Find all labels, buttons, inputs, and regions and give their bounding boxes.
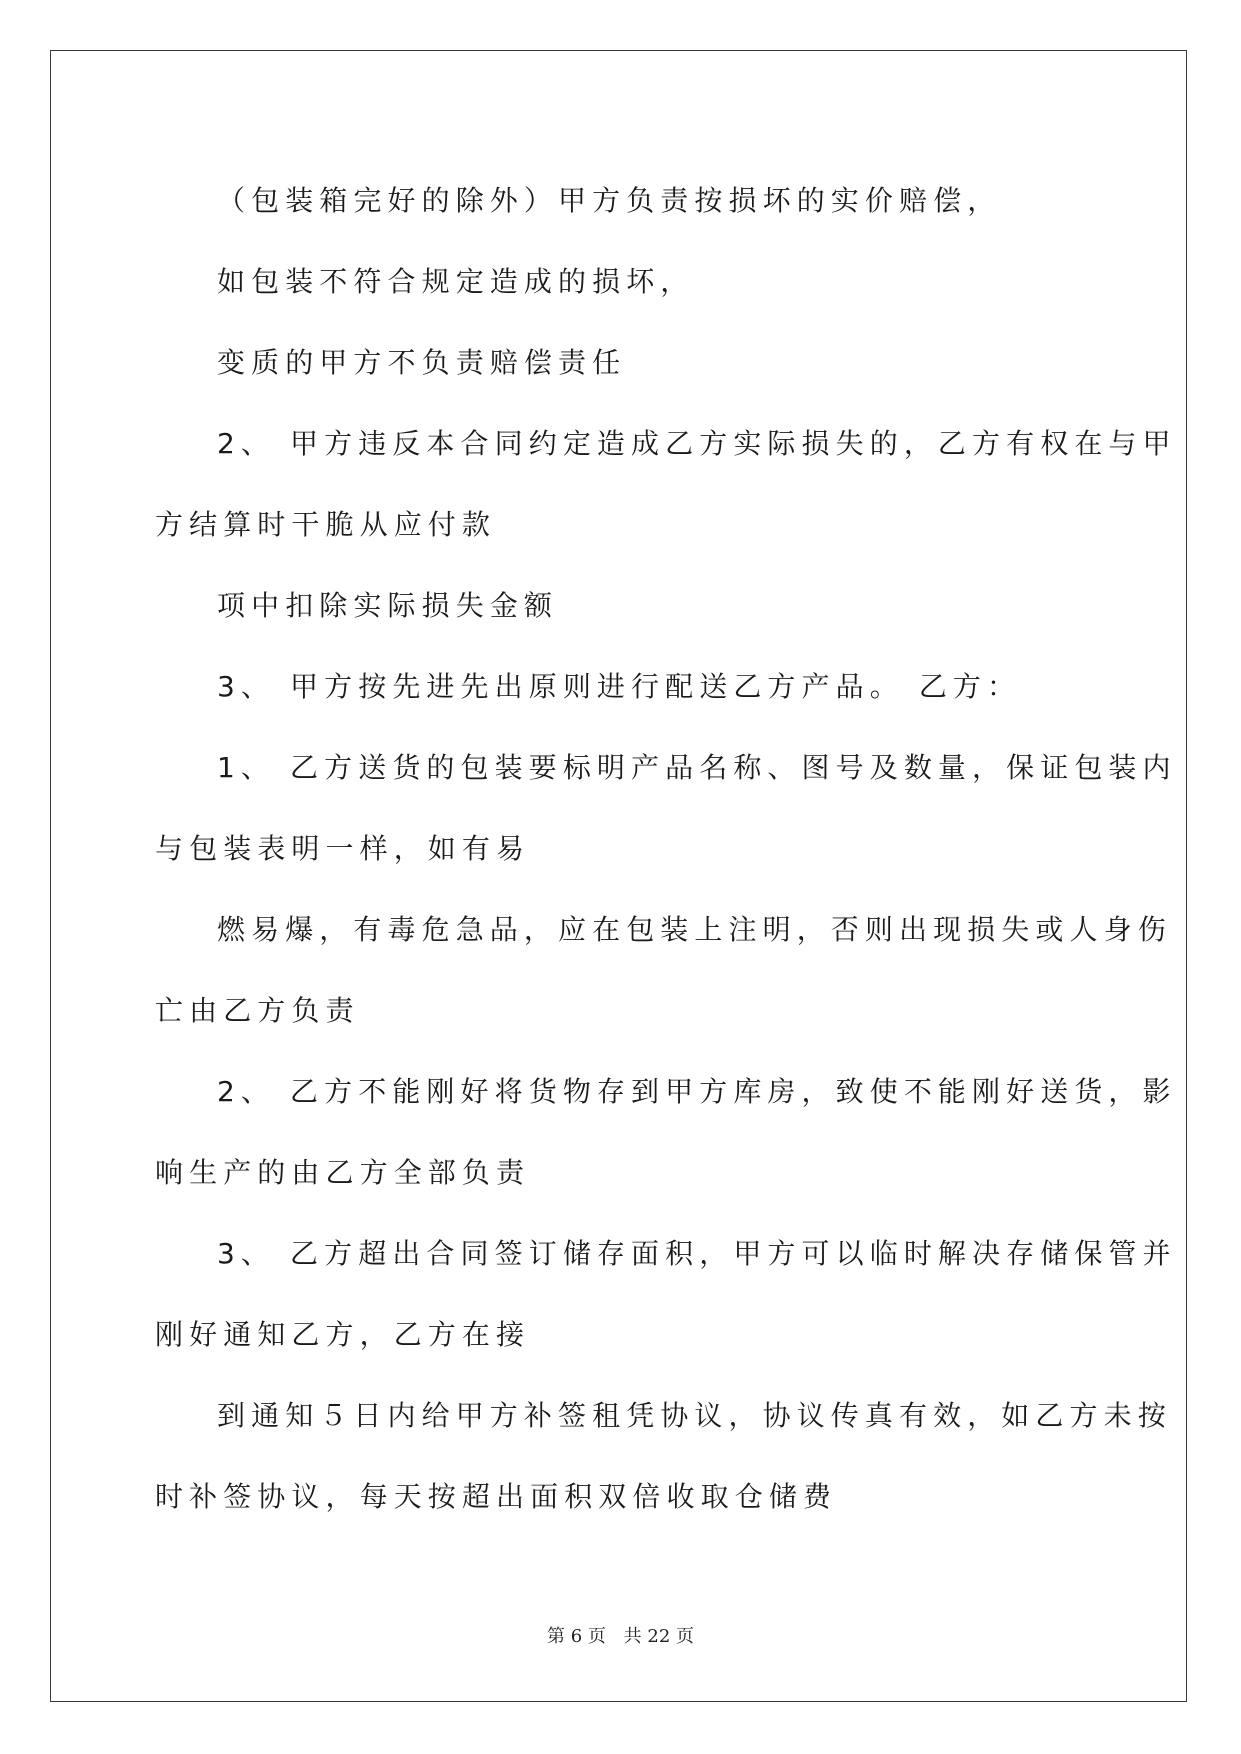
paragraph-line: 到通知５日内给甲方补签租凭协议，协议传真有效，如乙方未按: [217, 1399, 1172, 1432]
document-body: [155, 160, 1177, 1537]
total-pages: 共 22 页: [623, 1626, 694, 1647]
paragraph-line: 如包装不符合规定造成的损坏，: [217, 265, 695, 298]
paragraph-line: 与包装表明一样，如有易: [155, 832, 531, 865]
paragraph-line: 变质的甲方不负责赔偿责任: [217, 346, 627, 379]
paragraph-line: 3、 甲方按先进先出原则进行配送乙方产品。 乙方：: [217, 670, 1022, 703]
paragraph-line: 1、 乙方送货的包装要标明产品名称、图号及数量，保证包装内: [217, 751, 1177, 784]
paragraph-line: 2、 甲方违反本合同约定造成乙方实际损失的，乙方有权在与甲: [217, 427, 1177, 460]
paragraph-line: 方结算时干脆从应付款: [155, 508, 497, 541]
current-page-number: 第 6 页: [547, 1626, 606, 1647]
paragraph-line: 刚好通知乙方，乙方在接: [155, 1318, 531, 1351]
paragraph-line: 3、 乙方超出合同签订储存面积，甲方可以临时解决存储保管并: [217, 1237, 1177, 1270]
paragraph-line: （包装箱完好的除外）甲方负责按损坏的实价赔偿，: [217, 184, 1002, 217]
paragraph-line: 亡由乙方负责: [155, 994, 360, 1027]
page-footer: [0, 1622, 1241, 1648]
paragraph-line: 燃易爆，有毒危急品，应在包装上注明，否则出现损失或人身伤: [217, 913, 1172, 946]
paragraph-line: 项中扣除实际损失金额: [217, 589, 559, 622]
paragraph-line: 响生产的由乙方全部负责: [155, 1156, 531, 1189]
paragraph-line: 时补签协议，每天按超出面积双倍收取仓储费: [155, 1480, 838, 1513]
paragraph-line: 2、 乙方不能刚好将货物存到甲方库房，致使不能刚好送货，影: [217, 1075, 1177, 1108]
